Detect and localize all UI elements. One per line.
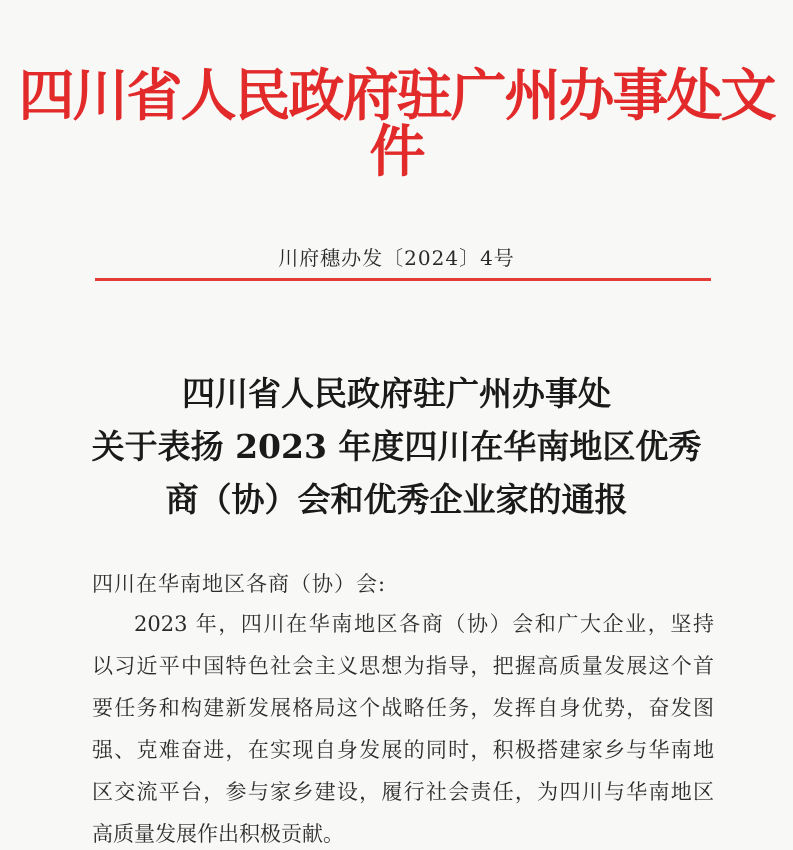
issuer-banner: 四川省人民政府驻广州办事处文件: [18, 63, 775, 185]
paragraph-line: 高质量发展作出积极贡献。: [92, 822, 344, 846]
paragraph-line: 强、克难奋进，在实现自身发展的同时，积极搭建家乡与华南地: [92, 738, 714, 762]
paragraph-line: 要任务和构建新发展格局这个战略任务，发挥自身优势，奋发图: [92, 696, 714, 720]
salutation: 四川在华南地区各商（协）会:: [92, 572, 387, 596]
document-title-line-3: 商（协）会和优秀企业家的通报: [165, 480, 628, 519]
document-title-line-2: 关于表扬 2023 年度四川在华南地区优秀: [91, 427, 702, 466]
document-title-line-1: 四川省人民政府驻广州办事处: [182, 374, 611, 413]
red-divider-line: [95, 278, 711, 281]
paragraph-line: 2023 年，四川在华南地区各商（协）会和广大企业，坚持: [134, 612, 714, 636]
paragraph-line: 以习近平中国特色社会主义思想为指导，把握高质量发展这个首: [92, 654, 714, 678]
paragraph-line: 区交流平台，参与家乡建设，履行社会责任，为四川与华南地区: [92, 780, 714, 804]
document-number: 川府穗办发〔2024〕4号: [278, 246, 515, 270]
